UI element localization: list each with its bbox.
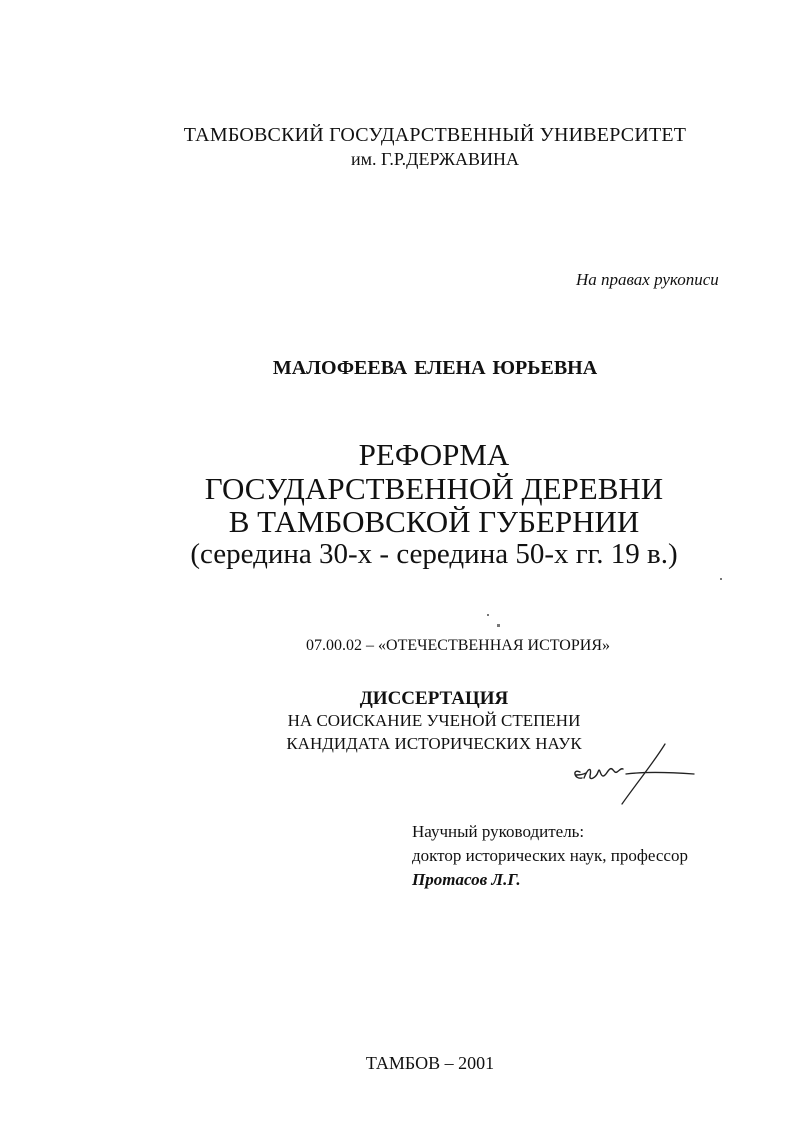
- title-line-3: В ТАМБОВСКОЙ ГУБЕРНИИ: [228, 504, 640, 539]
- supervisor-name: Протасов Л.Г.: [412, 870, 521, 889]
- university-name: ТАМБОВСКИЙ ГОСУДАРСТВЕННЫЙ УНИВЕРСИТЕТ: [183, 124, 687, 146]
- supervisor-degree: доктор исторических наук, профессор: [412, 846, 688, 865]
- dissertation-degree-line-1: НА СОИСКАНИЕ УЧЕНОЙ СТЕПЕНИ: [287, 711, 581, 730]
- city-year: ТАМБОВ – 2001: [365, 1053, 495, 1073]
- scan-speck: [720, 578, 722, 580]
- title-line-2: ГОСУДАРСТВЕННОЙ ДЕРЕВНИ: [204, 471, 664, 506]
- title-line-4: (середина 30-х - середина 50-х гг. 19 в.): [190, 538, 678, 570]
- supervisor-block: [412, 820, 688, 892]
- supervisor-label: Научный руководитель:: [412, 822, 585, 841]
- manuscript-note: На правах рукописи: [576, 270, 719, 289]
- scan-speck: [487, 614, 489, 616]
- dissertation-degree-line-2: КАНДИДАТА ИСТОРИЧЕСКИХ НАУК: [286, 734, 582, 753]
- dissertation-heading: ДИССЕРТАЦИЯ: [359, 688, 509, 709]
- university-named-after: им. Г.Р.ДЕРЖАВИНА: [351, 149, 519, 169]
- title-line-1: РЕФОРМА: [358, 437, 510, 472]
- author-signature: [570, 738, 700, 808]
- author-name: МАЛОФЕЕВА ЕЛЕНА ЮРЬЕВНА: [272, 357, 598, 379]
- specialty-code: 07.00.02 – «ОТЕЧЕСТВЕННАЯ ИСТОРИЯ»: [306, 637, 610, 654]
- scan-speck: [497, 624, 500, 627]
